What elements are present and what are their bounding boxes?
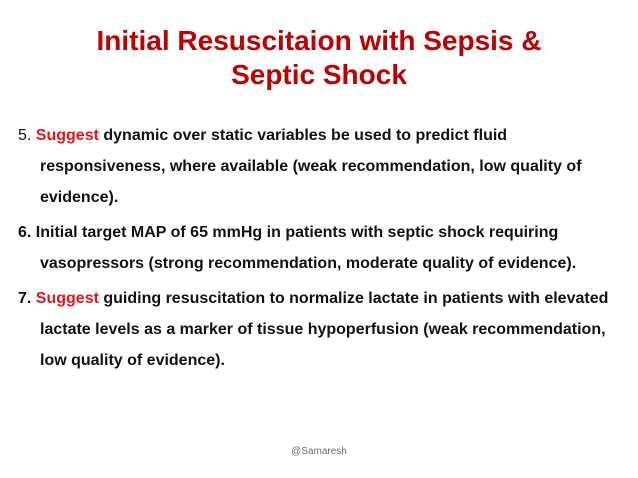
recommendation-item-5 <box>18 120 626 213</box>
footer-credit: @Samaresh <box>291 446 347 457</box>
item-text: dynamic over static variables be used to predict fluid responsiveness, where available (weak recommendation, low quality of evidence). <box>40 127 582 206</box>
item-number: 5. <box>18 127 32 144</box>
recommendation-item-7 <box>18 283 626 376</box>
slide-title-line-1: Initial Resuscitaion with Sepsis & <box>96 25 542 56</box>
slide-title <box>0 24 638 92</box>
item-text: Initial target MAP of 65 mmHg in patients with septic shock requiring vasopressors (strong recommendation, moderate quality of evidence). <box>35 224 577 272</box>
item-number: 6. <box>18 224 32 241</box>
item-text: guiding resuscitation to normalize lactate in patients with elevated lactate levels as a marker of tissue hypoperfusion (weak recommendation, low quality of evidence). <box>40 290 609 369</box>
slide-title-line-2: Septic Shock <box>231 59 407 90</box>
item-keyword: Suggest <box>35 290 99 307</box>
recommendation-item-6 <box>18 217 626 279</box>
item-keyword: Suggest <box>35 127 99 144</box>
recommendation-list <box>18 120 626 380</box>
item-number: 7. <box>18 290 32 307</box>
